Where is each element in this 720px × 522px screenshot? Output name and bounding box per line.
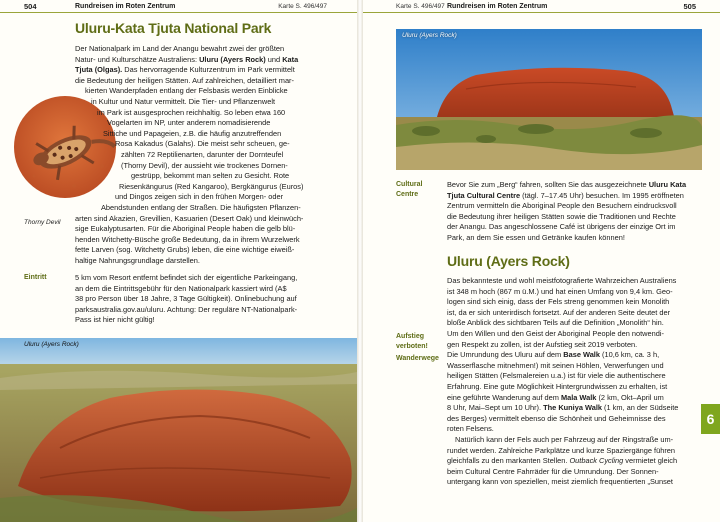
text-line: an dem die Eintrittsgebühr für den Nationalpark kassiert wird (A$	[75, 283, 287, 293]
text-line: 5 km vom Resort entfernt befindet sich der eigentliche Parkeingang,	[75, 273, 298, 282]
text-line: gestrüpp, bekommt man selten zu Gesicht. Rote	[131, 171, 290, 181]
left-running-header	[0, 0, 357, 13]
uluru-section-heading: Uluru (Ayers Rock)	[447, 253, 570, 269]
aufstieg-label-line2: verboten!	[396, 342, 428, 350]
right-map-reference: Karte S. 496/497	[396, 3, 445, 10]
text-line: eine geführte Wanderung auf dem Mala Walk (2 km, Okt–April um	[447, 392, 664, 402]
right-running-title: Rundreisen im Roten Zentrum	[447, 3, 548, 10]
uluru-aerial-caption: Uluru (Ayers Rock)	[24, 341, 79, 348]
text-line: Pass ist hier nicht gültig!	[75, 315, 155, 325]
uluru-ground-caption: Uluru (Ayers Rock)	[402, 32, 457, 39]
cultural-centre-label-line1: Cultural	[396, 181, 423, 188]
aufstieg-verboten-label	[396, 332, 428, 351]
text-line: Um den Willen und den Geist der Aboriginal People den notwendi-	[447, 328, 664, 338]
text-line: Sittiche und Papageien, z.B. die häufig anzutreffenden	[103, 128, 282, 138]
text-line: Tjuta (Olgas). Das hervorragende Kulturzentrum im Park vermittelt	[75, 65, 295, 75]
wanderwege-label: Wanderwege	[396, 355, 439, 362]
text-line: haltige Nahrungsgrundlage darstellen.	[75, 255, 200, 265]
text-line: untergang kann von speziellen, meist ziemlich frequentierten „Sunset	[447, 477, 673, 487]
uluru-aerial-photo	[0, 338, 357, 522]
text-line: die Bedeutung der heiligen Stätten. Auf zahlreichen, detailliert mar-	[75, 75, 294, 85]
text-line: Der Nationalpark im Land der Anangu bewahrt zwei der größten	[75, 44, 285, 53]
text-line: Abendstunden entlang der Straßen. Die häufigsten Pflanzen-	[101, 202, 301, 212]
text-line: ist, da er sich unterirdisch fortsetzt. Auf der anderen Seite deutet der	[447, 307, 671, 317]
right-page	[363, 0, 720, 522]
text-line: Rosa Kakadus (Galahs). Die meist sehr scheuen, ge-	[115, 139, 290, 149]
left-running-title: Rundreisen im Roten Zentrum	[75, 3, 176, 10]
eintritt-label: Eintritt	[24, 274, 47, 281]
right-page-number: 505	[683, 2, 696, 11]
uluru-section-text	[447, 276, 699, 488]
text-line: roten Felsens.	[447, 424, 494, 434]
text-line: die Bedeutung ihrer heiligen Stätten sowie die Traditionen und Rechte	[447, 211, 676, 221]
text-line: kierten Wanderpfaden entlang der Felsbasis werden Einblicke	[85, 86, 288, 96]
text-line: Natürlich kann der Fels auch per Fahrzeug auf der Ringstraße um-	[455, 434, 674, 444]
text-line: in Kultur und Natur vermittelt. Die Tier- und Pflanzenwelt	[91, 96, 276, 106]
chapter-tab: 6	[701, 404, 720, 434]
text-line: Das bekannteste und wohl meistfotografierte Wahrzeichen Australiens	[447, 276, 677, 285]
text-line: heiligen Stätten (Felsmalereien u.a.) ist für viele die authentischere	[447, 371, 666, 381]
text-line: der Anangu. Das angeschlossene Café ist übrigens der einzige Ort im	[447, 222, 676, 232]
text-line: arten sind Akazien, Grevillien, Kasuarien (Desert Oak) und kleinwüch-	[75, 213, 304, 223]
text-line: im Park ist ausgesprochen reichhaltig. So leben etwa 160	[97, 107, 286, 117]
aufstieg-label-line1: Aufstieg	[396, 333, 424, 340]
eintritt-text	[75, 273, 339, 326]
text-line: Natur- und Kulturschätze Australiens: Uluru (Ayers Rock) und Kata	[75, 54, 299, 64]
cultural-centre-label-line2: Centre	[396, 190, 419, 198]
cultural-centre-text	[447, 180, 699, 244]
left-page	[0, 0, 357, 522]
left-page-heading: Uluru-Kata Tjuta National Park	[75, 20, 272, 36]
left-page-number: 504	[24, 2, 37, 11]
text-line: gleichfalls zu den markanten Stellen. Outback Cycling vermietet gleich	[447, 456, 678, 466]
text-line: gen Respekt zu zollen, ist der Aufstieg seit 2019 verboten.	[447, 339, 638, 349]
uluru-ground-photo	[396, 29, 702, 170]
text-line: Park, an dem Sie essen und Getränke kaufen können!	[447, 232, 625, 242]
text-line: Erfahrung. Eine gute Möglichkeit Hintergrundwissen zu erhalten, ist	[447, 381, 668, 391]
left-map-reference: Karte S. 496/497	[278, 3, 327, 10]
text-line: Vogelarten im NP, unter anderem nomadisierende	[107, 118, 271, 128]
text-line: Riesenkängurus (Red Kangaroo), Bergkängurus (Euros)	[119, 181, 304, 191]
text-line: fette Larven (sog. Witchetty Grubs) leben, die eine wichtige eiweiß-	[75, 245, 295, 255]
text-line: rundet werden. Zahlreiche Parkplätze und kurze Spaziergänge führen	[447, 445, 676, 455]
text-line: zählten 72 Reptilienarten, darunter der Dornteufel	[121, 149, 284, 159]
text-line: Tjuta Cultural Centre (tägl. 7–17.45 Uhr) besuchen. Im 1995 eröffneten	[447, 190, 684, 200]
text-line: 38 pro Person über 18 Jahre, 3 Tage Gültigkeit). Onlinebuchung auf	[75, 294, 297, 304]
text-line: Die Umrundung des Uluru auf dem Base Walk (10,6 km, ca. 3 h,	[447, 350, 660, 360]
text-line: parksaustralia.gov.au/uluru. Achtung: Der reguläre NT-Nationalpark-	[75, 304, 298, 314]
right-running-header	[363, 0, 720, 13]
text-line: henden Witchetty-Büsche große Bedeutung, da in ihrem Wurzelwerk	[75, 234, 300, 244]
text-line: Bevor Sie zum „Berg“ fahren, sollten Sie das ausgezeichnete Uluru Kata	[447, 180, 687, 189]
text-line: 8 Uhr, Mai–Sept um 10 Uhr). The Kuniya Walk (1 km, an der Südseite	[447, 403, 679, 413]
text-line: sige Eukalyptusarten. Für die Aboriginal People haben die gelb blü-	[75, 224, 296, 234]
thorny-devil-caption: Thorny Devil	[24, 219, 61, 226]
text-line: und Dingos zeigen sich in den frühen Morgen- oder	[115, 192, 284, 202]
text-line: logen sind sich einig, dass der Fels streng genommen kein Monolith	[447, 297, 670, 307]
text-line: Wasserflasche mitnehmen!) mit seinen Höhlen, Verwerfungen und	[447, 360, 664, 370]
cultural-centre-label	[396, 180, 422, 199]
text-line: Zentrum vermitteln die Aboriginal People den Besuchern eindrucksvoll	[447, 201, 677, 211]
text-line: ist 348 m hoch (867 m ü.M.) und hat einen Umfang von 9,4 km. Geo-	[447, 286, 673, 296]
left-intro-text	[75, 44, 339, 266]
text-line: beim Cultural Centre Fahrräder für die Umrundung. Der Sonnen-	[447, 466, 659, 476]
text-line: bloße Anblick des sichtbaren Teils auf die Definition „Monolith“ hin.	[447, 318, 664, 328]
text-line: des Berges) vermittelt ebenso die Schönheit und Geheimnisse des	[447, 413, 666, 423]
text-line: (Thorny Devil), der aussieht wie trockenes Dornen-	[121, 160, 288, 170]
